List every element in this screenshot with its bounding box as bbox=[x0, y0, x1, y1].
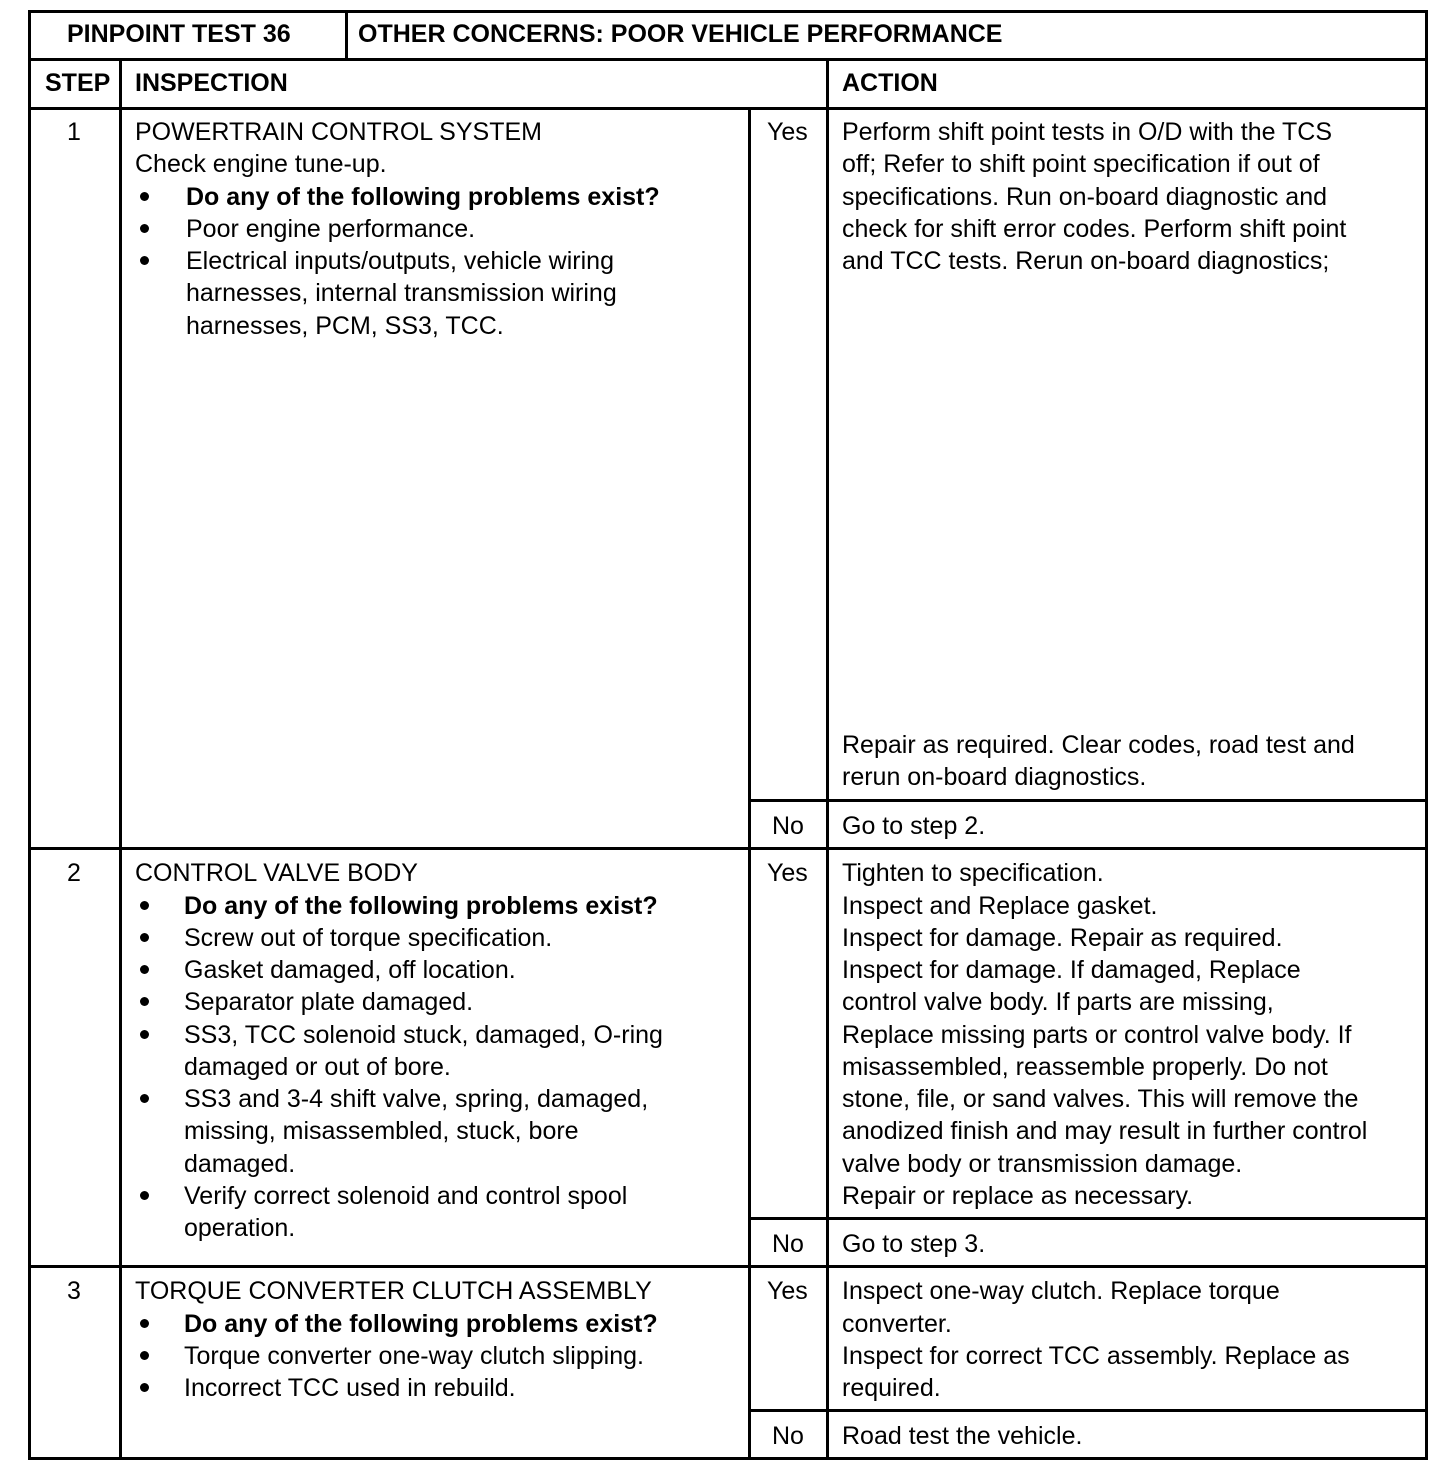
bullet-icon bbox=[140, 901, 149, 910]
rule-step-column bbox=[119, 58, 122, 1460]
step-2-yes-line: Tighten to specification. bbox=[842, 859, 1104, 887]
rule-step2-no-top bbox=[748, 1217, 1428, 1220]
step-3-yes-line: Inspect for correct TCC assembly. Replace as bbox=[842, 1342, 1350, 1370]
step-2-bullet-line: damaged or out of bore. bbox=[184, 1053, 451, 1081]
step-2-yes-line: Replace missing parts or control valve body. If bbox=[842, 1021, 1352, 1049]
step-3-yes-line: required. bbox=[842, 1374, 941, 1402]
step-2-yes-line: Inspect and Replace gasket. bbox=[842, 892, 1158, 920]
step-3-number: 3 bbox=[67, 1277, 81, 1305]
step-1-heading: POWERTRAIN CONTROL SYSTEM bbox=[135, 118, 542, 146]
rule-step1-bottom bbox=[28, 847, 1428, 850]
bullet-icon bbox=[140, 1191, 149, 1200]
step-1-bullet-line: Electrical inputs/outputs, vehicle wiring bbox=[186, 247, 614, 275]
bullet-icon bbox=[140, 256, 149, 265]
step-3-yes-label: Yes bbox=[767, 1277, 808, 1305]
step-2-yes-line: stone, file, or sand valves. This will remove the bbox=[842, 1085, 1359, 1113]
bullet-icon bbox=[140, 1094, 149, 1103]
step-column-header: STEP bbox=[45, 69, 111, 97]
step-2-bullet: Gasket damaged, off location. bbox=[184, 956, 516, 984]
step-3-heading: TORQUE CONVERTER CLUTCH ASSEMBLY bbox=[135, 1277, 652, 1305]
pinpoint-test-label: PINPOINT TEST 36 bbox=[67, 20, 291, 48]
step-2-question: Do any of the following problems exist? bbox=[184, 892, 658, 920]
step-2-bullet-line: Verify correct solenoid and control spool bbox=[184, 1182, 628, 1210]
step-3-no-label: No bbox=[772, 1422, 804, 1450]
step-2-yes-line: misassembled, reassemble properly. Do not bbox=[842, 1053, 1328, 1081]
step-1-yes-line: check for shift error codes. Perform shift point bbox=[842, 215, 1347, 243]
step-3-question: Do any of the following problems exist? bbox=[184, 1310, 658, 1338]
rule-step1-no-top bbox=[748, 799, 1428, 802]
step-2-no-text: Go to step 3. bbox=[842, 1230, 986, 1258]
rule-action-column bbox=[826, 58, 829, 1460]
step-1-bullet-line: harnesses, PCM, SS3, TCC. bbox=[186, 312, 504, 340]
step-1-yes-line: and TCC tests. Rerun on-board diagnostics; bbox=[842, 247, 1330, 275]
bullet-icon bbox=[140, 1351, 149, 1360]
step-1-number: 1 bbox=[67, 118, 81, 146]
step-2-bullet-line: damaged. bbox=[184, 1150, 296, 1178]
step-1-yes-line: rerun on-board diagnostics. bbox=[842, 763, 1147, 791]
rule-yesno-column bbox=[748, 107, 751, 1460]
step-3-yes-line: converter. bbox=[842, 1310, 952, 1338]
step-2-yes-line: anodized finish and may result in further control bbox=[842, 1117, 1368, 1145]
step-2-bullet-line: operation. bbox=[184, 1214, 296, 1242]
bullet-icon bbox=[140, 1319, 149, 1328]
bullet-icon bbox=[140, 1030, 149, 1039]
step-2-yes-line: Inspect for damage. Repair as required. bbox=[842, 924, 1283, 952]
bullet-icon bbox=[140, 1383, 149, 1392]
step-2-yes-line: Repair or replace as necessary. bbox=[842, 1182, 1194, 1210]
step-1-yes-line: specifications. Run on-board diagnostic and bbox=[842, 183, 1328, 211]
step-3-no-text: Road test the vehicle. bbox=[842, 1422, 1083, 1450]
step-1-yes-line: Perform shift point tests in O/D with the TCS bbox=[842, 118, 1332, 146]
step-2-no-label: No bbox=[772, 1230, 804, 1258]
step-1-yes-line: Repair as required. Clear codes, road test and bbox=[842, 731, 1355, 759]
step-2-bullet: Separator plate damaged. bbox=[184, 988, 474, 1016]
step-2-bullet-line: SS3 and 3-4 shift valve, spring, damaged, bbox=[184, 1085, 649, 1113]
step-3-bullet: Torque converter one-way clutch slipping. bbox=[184, 1342, 644, 1370]
step-1-no-text: Go to step 2. bbox=[842, 812, 986, 840]
step-2-number: 2 bbox=[67, 859, 81, 887]
bullet-icon bbox=[140, 933, 149, 942]
rule-title-divider bbox=[345, 10, 348, 59]
step-3-bullet: Incorrect TCC used in rebuild. bbox=[184, 1374, 516, 1402]
rule-header-bottom bbox=[28, 107, 1428, 110]
step-1-question: Do any of the following problems exist? bbox=[186, 183, 660, 211]
step-2-yes-line: control valve body. If parts are missing, bbox=[842, 988, 1274, 1016]
step-1-no-label: No bbox=[772, 812, 804, 840]
step-2-bullet-line: missing, misassembled, stuck, bore bbox=[184, 1117, 579, 1145]
step-2-bullet: Screw out of torque specification. bbox=[184, 924, 553, 952]
step-3-yes-line: Inspect one-way clutch. Replace torque bbox=[842, 1277, 1280, 1305]
rule-title-bottom bbox=[28, 58, 1428, 61]
bullet-icon bbox=[140, 224, 149, 233]
step-2-yes-label: Yes bbox=[767, 859, 808, 887]
rule-step2-bottom bbox=[28, 1265, 1428, 1268]
step-2-bullet-line: SS3, TCC solenoid stuck, damaged, O-ring bbox=[184, 1021, 663, 1049]
step-2-heading: CONTROL VALVE BODY bbox=[135, 859, 418, 887]
step-2-yes-line: Inspect for damage. If damaged, Replace bbox=[842, 956, 1301, 984]
step-1-yes-line: off; Refer to shift point specification if out of bbox=[842, 150, 1320, 178]
step-1-intro: Check engine tune-up. bbox=[135, 150, 387, 178]
rule-step3-no-top bbox=[748, 1409, 1428, 1412]
step-1-yes-label: Yes bbox=[767, 118, 808, 146]
page-title: OTHER CONCERNS: POOR VEHICLE PERFORMANCE bbox=[358, 20, 1003, 48]
bullet-icon bbox=[140, 997, 149, 1006]
action-column-header: ACTION bbox=[842, 69, 938, 97]
step-2-yes-line: valve body or transmission damage. bbox=[842, 1150, 1243, 1178]
inspection-column-header: INSPECTION bbox=[135, 69, 288, 97]
bullet-icon bbox=[140, 192, 149, 201]
bullet-icon bbox=[140, 965, 149, 974]
step-1-bullet: Poor engine performance. bbox=[186, 215, 476, 243]
step-1-bullet-line: harnesses, internal transmission wiring bbox=[186, 279, 617, 307]
